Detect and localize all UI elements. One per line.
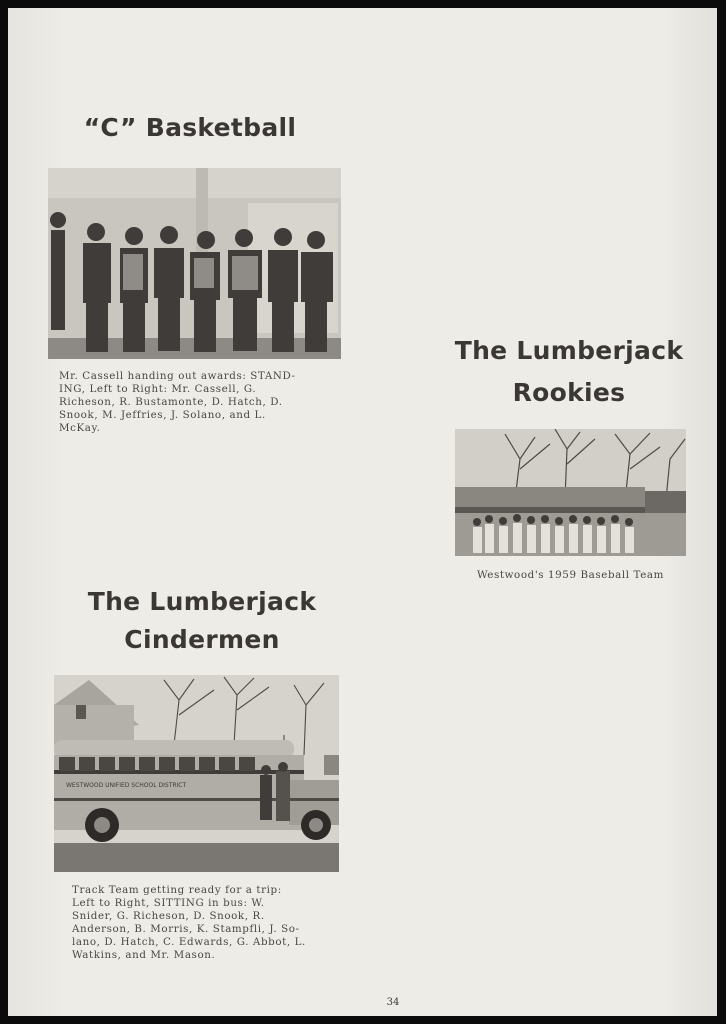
cindermen-title-line1: The Lumberjack bbox=[87, 587, 317, 616]
baseball-team-photo bbox=[455, 429, 686, 556]
rookies-title-line2: Rookies bbox=[512, 378, 626, 407]
baseball-caption: Westwood's 1959 Baseball Team bbox=[476, 569, 665, 581]
basketball-awards-photo bbox=[48, 168, 341, 359]
yearbook-page bbox=[8, 8, 717, 1016]
basketball-caption: Mr. Cassell handing out awards: STAND- ING, Left to Right: Mr. Cassell, G. Richeson, R. Bustamonte, D. Hatch, D. Snook, M. Jeffries, J. Solano, and L. McKay. bbox=[59, 370, 296, 434]
c-basketball-title: “C” Basketball bbox=[83, 113, 297, 142]
rookies-title-line1: The Lumberjack bbox=[454, 336, 684, 365]
cindermen-title-line2: Cindermen bbox=[124, 625, 280, 654]
page-number: 34 bbox=[386, 997, 400, 1008]
bus-sign: WESTWOOD UNIFIED SCHOOL DISTRICT bbox=[66, 782, 187, 789]
track-team-bus-photo bbox=[54, 675, 339, 872]
track-team-caption: Track Team getting ready for a trip: Left to Right, SITTING in bus: W. Snider, G. Richeson, D. Snook, R. Anderson, B. Morris, K. Stampfli, J. So- lano, D. Hatch, C. Edwards, G. Abbot, L. Watkins, and Mr. Mason. bbox=[72, 884, 306, 961]
